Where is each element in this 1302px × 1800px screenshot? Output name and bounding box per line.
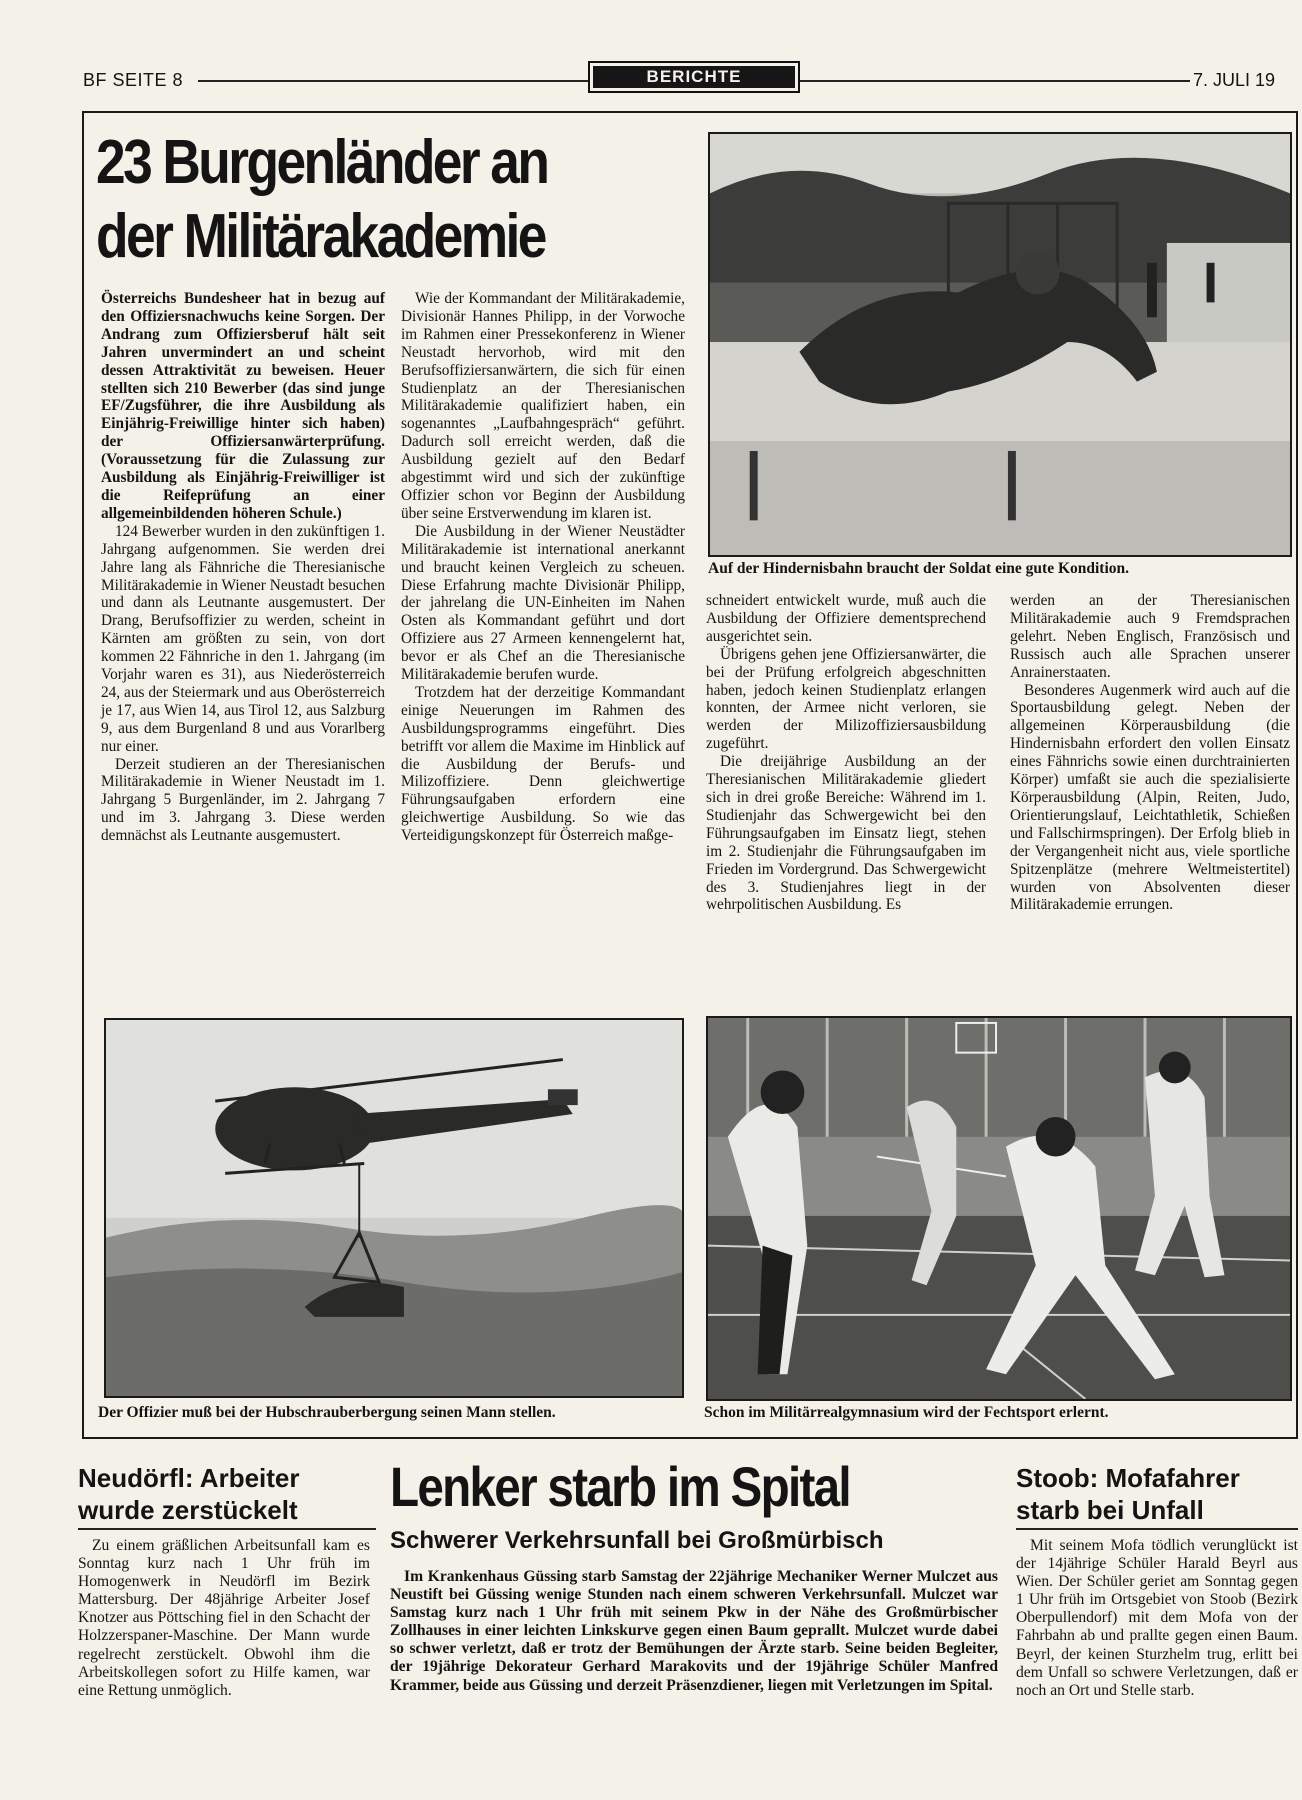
story-left-headline: Neudörfl: Arbeiter wurde zerstückelt xyxy=(78,1463,300,1525)
story-center-body-column xyxy=(390,1568,998,1695)
section-label-box xyxy=(588,61,800,93)
helicopter-caption: Der Offizier muß bei der Hubschrauberbergung seinen Mann stellen. xyxy=(98,1404,556,1421)
article-column-3 xyxy=(706,592,986,914)
story-right-rule xyxy=(1016,1528,1298,1530)
article-paragraph: Die Ausbildung in der Wiener Neustädter Militärakademie ist international anerkannt und braucht keinen Vergleich zu scheuen. Diese Erfahrung machte Divisionär Philipp, der jahrelang die UN-Einheiten im Nahen Osten als Kommandant geführt und dort Offiziere aus 27 Armeen kennengelernt hat, bevor er als Chef an die Theresianische Militärakademie berufen wurde. xyxy=(401,522,685,684)
main-headline xyxy=(96,126,621,274)
article-column-1 xyxy=(101,290,385,845)
story-left-rule xyxy=(78,1528,376,1530)
helicopter-photo xyxy=(104,1018,684,1398)
article-column-4 xyxy=(1010,592,1290,914)
header-rule-right xyxy=(800,80,1190,82)
story-left-body-column xyxy=(78,1537,370,1700)
helicopter-image xyxy=(106,1020,682,1396)
article-column-2 xyxy=(401,290,685,845)
page-number: BF SEITE 8 xyxy=(83,70,184,90)
article-paragraph: Besonderes Augenmerk wird auch auf die Sportausbildung gelegt. Neben der allgemeinen Körperausbildung (die Hindernisbahn erfordert den vollen Einsatz eines Fähnrichs sowie einen durchtrainierten Körper) umfaßt sie auch die spezialisierte Körperausbildung (Alpin, Reiten, Judo, Orientierungslauf, Leichtathletik, Schießen und Fallschirmspringen). Der Erfolg blieb in der Vergangenheit nicht aus, viele sportliche Spitzenplätze (mehrere Weltmeistertitel) wurden von Absolventen dieser Militärakademie errungen. xyxy=(1010,681,1290,914)
story-right-body: Mit seinem Mofa tödlich verunglückt ist der 14jährige Schüler Harald Beyrl aus Wien. Der Schüler geriet am Sonntag gegen 1 Uhr früh im Ortsgebiet von Stoob (Bezirk Oberpullendorf) mit dem Mofa von der Fahrbahn ab und prallte gegen einen Baum. Beyrl, der keinen Sturzhelm trug, erlitt bei dem Unfall so schwere Verletzungen, daß er noch an Ort und Stelle starb. xyxy=(1016,1537,1298,1699)
fencing-caption: Schon im Militärrealgymnasium wird der Fechtsport erlernt. xyxy=(704,1404,1109,1421)
article-lead: Österreichs Bundesheer hat in bezug auf den Offiziersnachwuchs keine Sorgen. Der Andrang zum Offiziersberuf hält seit Jahren unvermindert an und scheint dessen Attraktivität zu beweisen. Heuer stellten sich 210 Bewerber (das sind junge EF/Zugsführer, die ihre Ausbildung als Einjährig-Freiwillige hinter sich haben) der Offiziersanwärterprüfung. (Voraussetzung für die Zulassung zur Ausbildung als Einjährig-Freiwilliger ist die Reifeprüfung an einer allgemeinbildenden höheren Schule.) xyxy=(101,290,385,522)
obstacle-course-image xyxy=(710,134,1290,555)
article-paragraph: schneidert entwickelt wurde, muß auch die Ausbildung der Offiziere dementsprechend ausgerichtet sein. xyxy=(706,592,986,645)
story-center-subheadline: Schwerer Verkehrsunfall bei Großmürbisch xyxy=(390,1527,884,1554)
fencing-image xyxy=(708,1018,1290,1399)
article-paragraph: Trotzdem hat der derzeitige Kommandant einige Neuerungen im Rahmen des Ausbildungsprogramms eingeführt. Dies betrifft vor allem die Maxime im Hinblick auf die Ausbildung der Berufs- und Milizoffiziere. Denn gleichwertige Führungsaufgaben erfordern eine gleichwertige Ausbildung. So wie das Verteidigungskonzept für Österreich maßge- xyxy=(401,683,685,845)
main-headline-line1: 23 Burgenländer an xyxy=(96,128,548,197)
article-paragraph: 124 Bewerber wurden in den zukünftigen 1. Jahrgang aufgenommen. Sie werden drei Jahre lang als Fähnriche die Theresianische Militärakademie in Wiener Neustadt besuchen und dann als Leutnante ausgemustert. Der Drang, Berufsoffizier zu werden, scheint in Kärnten am größten zu sein, von dort kommen 22 Fähnriche in den 1. Jahrgang (im Vorjahr waren es 31), aus Niederösterreich 24, aus der Steiermark und aus Oberösterreich je 17, aus Wien 14, aus Tirol 12, aus Salzburg 9, aus dem Burgenland 8 und aus Vorarlberg nur einer. xyxy=(101,522,385,755)
obstacle-course-photo xyxy=(708,132,1292,557)
article-paragraph: Übrigens gehen jene Offiziersanwärter, die bei der Prüfung erfolgreich abgeschnitten haben, jedoch keinen Studienplatz erlangen konnten, der Armee nicht verloren, sie werden der Milizoffiziersausbildung zugeführt. xyxy=(706,645,986,753)
main-headline-line2: der Militärakademie xyxy=(96,202,545,271)
section-label: BERICHTE xyxy=(593,66,795,88)
issue-date: 7. JULI 19 xyxy=(1193,70,1276,90)
header-rule-left xyxy=(198,80,588,82)
article-paragraph: Derzeit studieren an der Theresianischen Militärakademie in Wiener Neustadt im 1. Jahrgang 5 Burgenländer, im 2. Jahrgang 7 und im 3. Jahrgang 3. Diese werden demnächst als Leutnante ausgemustert. xyxy=(101,755,385,845)
article-paragraph: Die dreijährige Ausbildung an der Theresianischen Militärakademie gliedert sich in drei große Bereiche: Während im 1. Studienjahr das Schwergewicht bei den Führungsaufgaben im Einsatz liegt, stehen im 2. Studienjahr die Führungsaufgaben im Frieden im Vordergrund. Das Schwergewicht des 3. Studienjahres liegt in der wehrpolitischen Ausbildung. Es xyxy=(706,753,986,914)
article-paragraph: Wie der Kommandant der Militärakademie, Divisionär Hannes Philipp, in der Vorwoche im Rahmen einer Pressekonferenz in Wiener Neustadt hervorhob, wird mit den Berufsoffiziersanwärtern, die sich für einen Studienplatz an der Theresianischen Militärakademie qualifiziert haben, ein sogenanntes „Laufbahngespräch“ geführt. Dadurch soll erreicht werden, daß die Ausbildung gezielt auf den Bedarf abgestimmt wird und sich der zukünftige Offizier schon vor Beginn der Ausbildung über seine Erstverwendung im klaren ist. xyxy=(401,290,685,522)
story-right-headline: Stoob: Mofafahrer starb bei Unfall xyxy=(1016,1463,1240,1525)
fencing-photo xyxy=(706,1016,1292,1401)
obstacle-caption: Auf der Hindernisbahn braucht der Soldat eine gute Kondition. xyxy=(708,560,1130,577)
story-center-headline: Lenker starb im Spital xyxy=(390,1455,850,1518)
story-center-body: Im Krankenhaus Güssing starb Samstag der 22jährige Mechaniker Werner Mulczet aus Neustift bei Güssing wenige Stunden nach einem schweren Verkehrsunfall. Mulczet war Samstag kurz nach 1 Uhr früh mit seinem Pkw in der Nähe des Großmürbischer Zollhauses in einer leichten Linkskurve gegen einen Baum geprallt. Mulczet wurde dabei so schwer verletzt, daß er trotz der Bemühungen der Ärzte starb. Seine beiden Begleiter, der 19jährige Dekorateur Gerhard Marakovits und der 19jährige Schüler Manfred Krammer, beide aus Güssing und derzeit Präsenzdiener, liegen mit Verletzungen im Spital. xyxy=(390,1568,998,1694)
story-right-body-column xyxy=(1016,1537,1298,1737)
article-paragraph: werden an der Theresianischen Militärakademie auch 9 Fremdsprachen gelehrt. Neben Englisch, Französisch und Russisch auch alle Sprachen unserer Anrainerstaaten. xyxy=(1010,592,1290,681)
story-left-body: Zu einem gräßlichen Arbeitsunfall kam es Sonntag kurz nach 1 Uhr früh im Homogenwerk in Neudörfl im Bezirk Mattersburg. Der 48jährige Arbeiter Josef Knotzer aus Pöttsching fiel in den Schacht der Holzzerspaner-Maschine. Der Mann wurde regelrecht zerstückelt. Obwohl ihm die Arbeitskollegen sofort zu Hilfe kamen, war eine Rettung unmöglich. xyxy=(78,1537,370,1699)
